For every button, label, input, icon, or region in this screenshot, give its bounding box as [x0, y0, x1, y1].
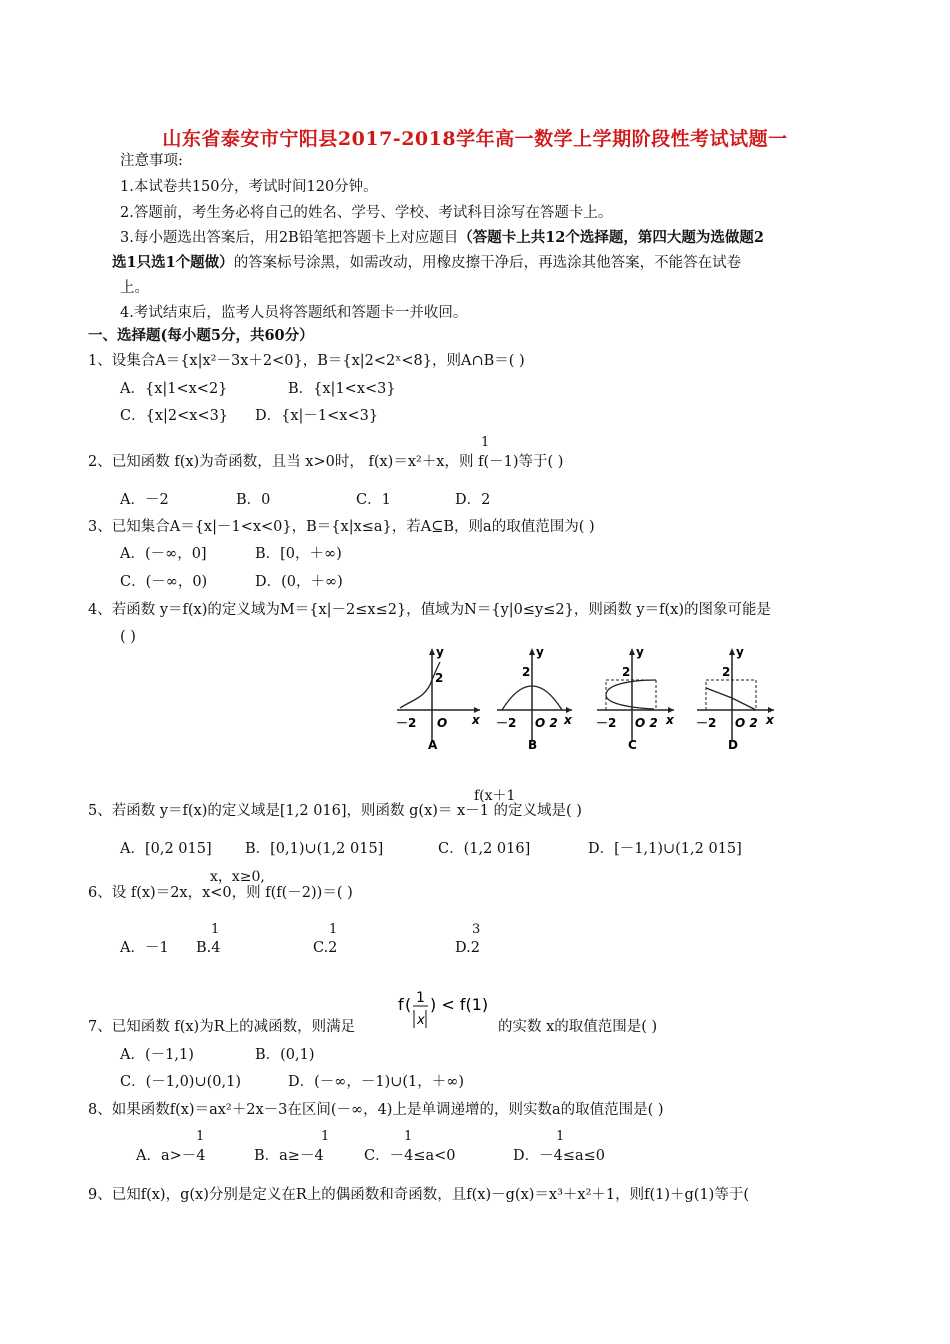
question-9-stem: 9、已知f(x)，g(x)分别是定义在R上的偶函数和奇函数，且f(x)－g(x)＝x³＋x²＋1，则f(1)＋g(1)等于(: [88, 1187, 749, 1203]
graph-a: [396, 645, 481, 752]
graph-b-label: B: [528, 738, 538, 752]
formula-numerator: 1: [416, 990, 425, 1006]
question-4-graphs: [392, 640, 782, 755]
graph-a-tick-2: 2: [435, 671, 444, 685]
question-7-option-a: A．(－1,1): [120, 1047, 194, 1063]
notice-item-3: [120, 228, 764, 248]
notice-item-3-text-2: 的答案标号涂黑，如需改动，用橡皮擦干净后，再选涂其他答案，不能答在试卷: [233, 255, 742, 271]
formula-paren-left: (: [405, 995, 412, 1014]
question-7-option-d: D．(－∞，－1)∪(1，＋∞): [288, 1074, 465, 1090]
graph-d: [696, 645, 775, 752]
question-6-b-numerator: 1: [211, 922, 220, 937]
graph-b-origin: O 2: [535, 716, 558, 730]
question-7-stem-left: 7、已知函数 f(x)为R上的减函数，则满足: [88, 1019, 356, 1035]
question-1-option-d: D．{x|－1<x<3}: [255, 408, 379, 424]
graph-d-origin: O 2: [735, 716, 758, 730]
question-5-option-b: B．[0,1)∪(1,2 015]: [245, 841, 384, 857]
question-6-option-c: C.2: [313, 940, 338, 956]
graph-b-tick-neg2: －2: [496, 716, 517, 730]
notice-item-3-bold: （答题卡上共12个选择题，第四大题为选做题2: [458, 229, 764, 246]
notice-item-1: 1.本试卷共150分，考试时间120分钟。: [120, 179, 378, 195]
question-8-c-numerator: 1: [404, 1129, 413, 1144]
question-1-stem: 1、设集合A＝{x|x²－3x＋2<0}，B＝{x|2<2ˣ<8}，则A∩B＝( ): [88, 353, 525, 369]
question-6-c-numerator: 1: [329, 922, 338, 937]
question-3-option-c: C．(－∞，0): [120, 574, 208, 590]
question-7-formula: [396, 988, 500, 1036]
question-6-stem: 6、设 f(x)＝2x，x<0，则 f(f(－2))＝( ): [88, 885, 353, 901]
question-6-piece-top: x，x≥0,: [210, 869, 265, 885]
graph-b-y-label: y: [536, 645, 544, 659]
graph-d-tick-neg2: －2: [696, 716, 717, 730]
question-7-option-b: B．(0,1): [255, 1047, 315, 1063]
question-8-stem: 8、如果函数f(x)＝ax²＋2x－3在区间(－∞，4)上是单调递增的，则实数a的取值范围是( ): [88, 1102, 664, 1118]
notice-item-2: 2.答题前，考生务必将自己的姓名、学号、学校、考试科目涂写在答题卡上。: [120, 205, 613, 221]
graph-a-label: A: [428, 738, 438, 752]
notice-item-3-bold-2: 选1只选1个题做）: [112, 254, 234, 271]
graph-d-tick-2: 2: [722, 665, 731, 679]
exam-title: 山东省泰安市宁阳县2017-2018学年高一数学上学期阶段性考试试题一: [162, 128, 788, 150]
question-4-stem-end: ( ): [120, 629, 136, 645]
graph-b: [496, 645, 573, 752]
question-6-d-numerator: 3: [472, 922, 481, 937]
question-1-option-a: A．{x|1<x<2}: [120, 381, 228, 397]
graph-b-tick-2: 2: [522, 665, 531, 679]
question-7-stem-right: 的实数 x的取值范围是( ): [498, 1019, 658, 1035]
question-4-stem: 4、若函数 y＝f(x)的定义域为M＝{x|－2≤x≤2}，值域为N＝{y|0≤y≤2}，则函数 y＝f(x)的图象可能是: [88, 602, 771, 618]
graph-a-x-label: x: [472, 713, 480, 727]
graph-c: [596, 645, 675, 752]
graph-c-label: C: [628, 738, 637, 752]
question-8-option-a: A．a>－4: [136, 1148, 206, 1164]
question-3-stem: 3、已知集合A＝{x|－1<x<0}，B＝{x|x≤a}，若A⊆B，则a的取值范围为( ): [88, 519, 595, 535]
question-6-option-b: B.4: [196, 940, 221, 956]
question-3-option-d: D．(0，＋∞): [255, 574, 343, 590]
formula-f: f: [398, 995, 404, 1014]
graph-c-tick-neg2: －2: [596, 716, 617, 730]
question-5-stem: 5、若函数 y＝f(x)的定义域是[1,2 016]，则函数 g(x)＝ x－1 的定义域是( ): [88, 803, 582, 819]
question-5-option-a: A．[0,2 015]: [120, 841, 212, 857]
question-8-a-numerator: 1: [196, 1129, 205, 1144]
question-6-option-a: A．－1: [120, 940, 169, 956]
notice-item-3-end: 上。: [120, 280, 149, 296]
graph-a-origin: O: [437, 716, 448, 730]
notice-item-4: 4.考试结束后，监考人员将答题纸和答题卡一并收回。: [120, 305, 468, 321]
graph-b-x-label: x: [564, 713, 572, 727]
notice-item-3-text: 3.每小题选出答案后，用2B铅笔把答题卡上对应题目: [120, 230, 459, 246]
graph-d-label: D: [728, 738, 738, 752]
question-8-option-d: D．－4≤a≤0: [513, 1148, 606, 1164]
question-6-option-d: D.2: [455, 940, 480, 956]
graph-c-tick-2: 2: [622, 665, 631, 679]
graph-d-x-label: x: [766, 713, 774, 727]
question-2-stem: 2、已知函数 f(x)为奇函数，且当 x>0时， f(x)＝x²＋x，则 f(－1)等于( ): [88, 454, 564, 470]
question-2-option-b: B．0: [236, 492, 271, 508]
notice-heading: 注意事项:: [120, 153, 183, 169]
question-3-option-a: A．(－∞，0]: [120, 546, 207, 562]
formula-rest: ) < f(1): [430, 995, 489, 1014]
notice-item-3-cont: [112, 253, 741, 273]
graph-c-x-label: x: [666, 713, 674, 727]
graph-a-tick-neg2: －2: [396, 716, 417, 730]
question-5-option-c: C．(1,2 016]: [438, 841, 531, 857]
graph-c-origin: O 2: [635, 716, 658, 730]
question-8-b-numerator: 1: [321, 1129, 330, 1144]
question-1-option-c: C．{x|2<x<3}: [120, 408, 229, 424]
question-2-option-c: C．1: [356, 492, 391, 508]
question-5-option-d: D．[－1,1)∪(1,2 015]: [588, 841, 742, 857]
question-2-option-a: A．－2: [120, 492, 169, 508]
question-8-option-c: C．－4≤a<0: [364, 1148, 456, 1164]
graph-a-y-label: y: [436, 645, 444, 659]
question-8-option-b: B．a≥－4: [254, 1148, 324, 1164]
question-2-option-d: D．2: [455, 492, 491, 508]
question-2-fraction-numerator: 1: [481, 435, 490, 450]
formula-x: x: [417, 1013, 425, 1028]
question-1-option-b: B．{x|1<x<3}: [288, 381, 396, 397]
question-5-fraction-numerator: f(x＋1: [474, 788, 516, 804]
graph-d-y-label: y: [736, 645, 744, 659]
question-7-option-c: C．(－1,0)∪(0,1): [120, 1074, 241, 1090]
graph-c-y-label: y: [636, 645, 644, 659]
section-heading: 一、选择题(每小题5分，共60分）: [88, 327, 314, 344]
question-8-d-numerator: 1: [556, 1129, 565, 1144]
question-3-option-b: B．[0，＋∞): [255, 546, 342, 562]
